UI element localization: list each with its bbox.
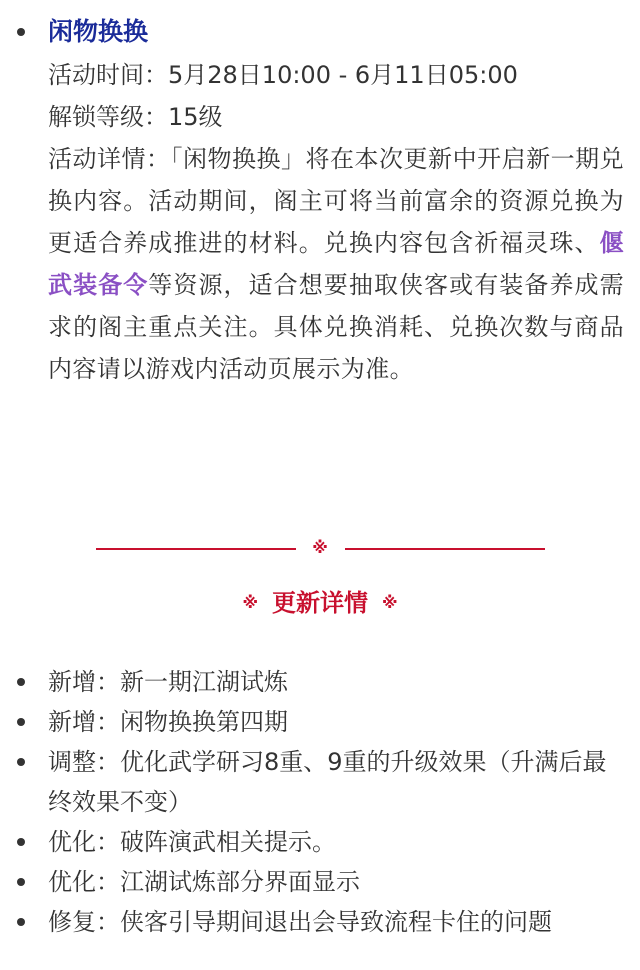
bullet-icon [17, 758, 25, 766]
update-item-text: 修复：侠客引导期间退出会导致流程卡住的问题 [48, 908, 552, 936]
event-details [48, 138, 624, 390]
event-title: 闲物换换 [48, 17, 149, 46]
update-list-item [0, 902, 640, 942]
update-list-item [0, 702, 640, 742]
bullet-icon [17, 838, 25, 846]
bullet-icon [17, 918, 25, 926]
ornament-left-icon: ※ [242, 593, 258, 612]
update-item-text: 新增：闲物换换第四期 [48, 708, 288, 736]
event-section [0, 10, 640, 390]
section-divider [0, 538, 640, 557]
event-unlock-level: 解锁等级：15级 [48, 103, 223, 131]
bullet-icon [17, 718, 25, 726]
update-section-title: 更新详情 [272, 589, 368, 617]
update-list-item [0, 862, 640, 902]
divider-ornament-icon: ※ [312, 538, 328, 557]
bullet-icon [17, 28, 25, 36]
event-list-item [0, 10, 640, 390]
event-time: 活动时间：5月28日10:00 - 6月11日05:00 [48, 61, 518, 89]
event-details-text: 活动详情：「闲物换换」将在本次更新中开启新一期兑换内容。活动期间，阁主可将当前富余的资源兑换为更适合养成推进的材料。兑换内容包含祈福灵珠、 [48, 145, 624, 257]
update-list-item [0, 662, 640, 702]
update-list-item [0, 742, 640, 822]
divider-line-left [96, 548, 296, 550]
update-section-heading [0, 582, 640, 622]
update-list-item [0, 822, 640, 862]
bullet-icon [17, 678, 25, 686]
bullet-icon [17, 878, 25, 886]
event-details-text-cont: 等资源，适合想要抽取侠客或有装备养成需求的阁主重点关注。具体兑换消耗、兑换次数与商品内容请以游戏内活动页展示为准。 [48, 271, 624, 383]
update-item-text: 优化：江湖试炼部分界面显示 [48, 868, 360, 896]
update-item-text: 新增：新一期江湖试炼 [48, 668, 288, 696]
divider-line-right [345, 548, 545, 550]
ornament-right-icon: ※ [382, 593, 398, 612]
update-item-text: 优化：破阵演武相关提示。 [48, 828, 336, 856]
update-list [0, 662, 640, 942]
item-link-yanwu-equipment[interactable]: 偃武装备令 [48, 229, 624, 299]
update-item-text: 调整：优化武学研习8重、9重的升级效果（升满后最终效果不变） [48, 748, 607, 816]
